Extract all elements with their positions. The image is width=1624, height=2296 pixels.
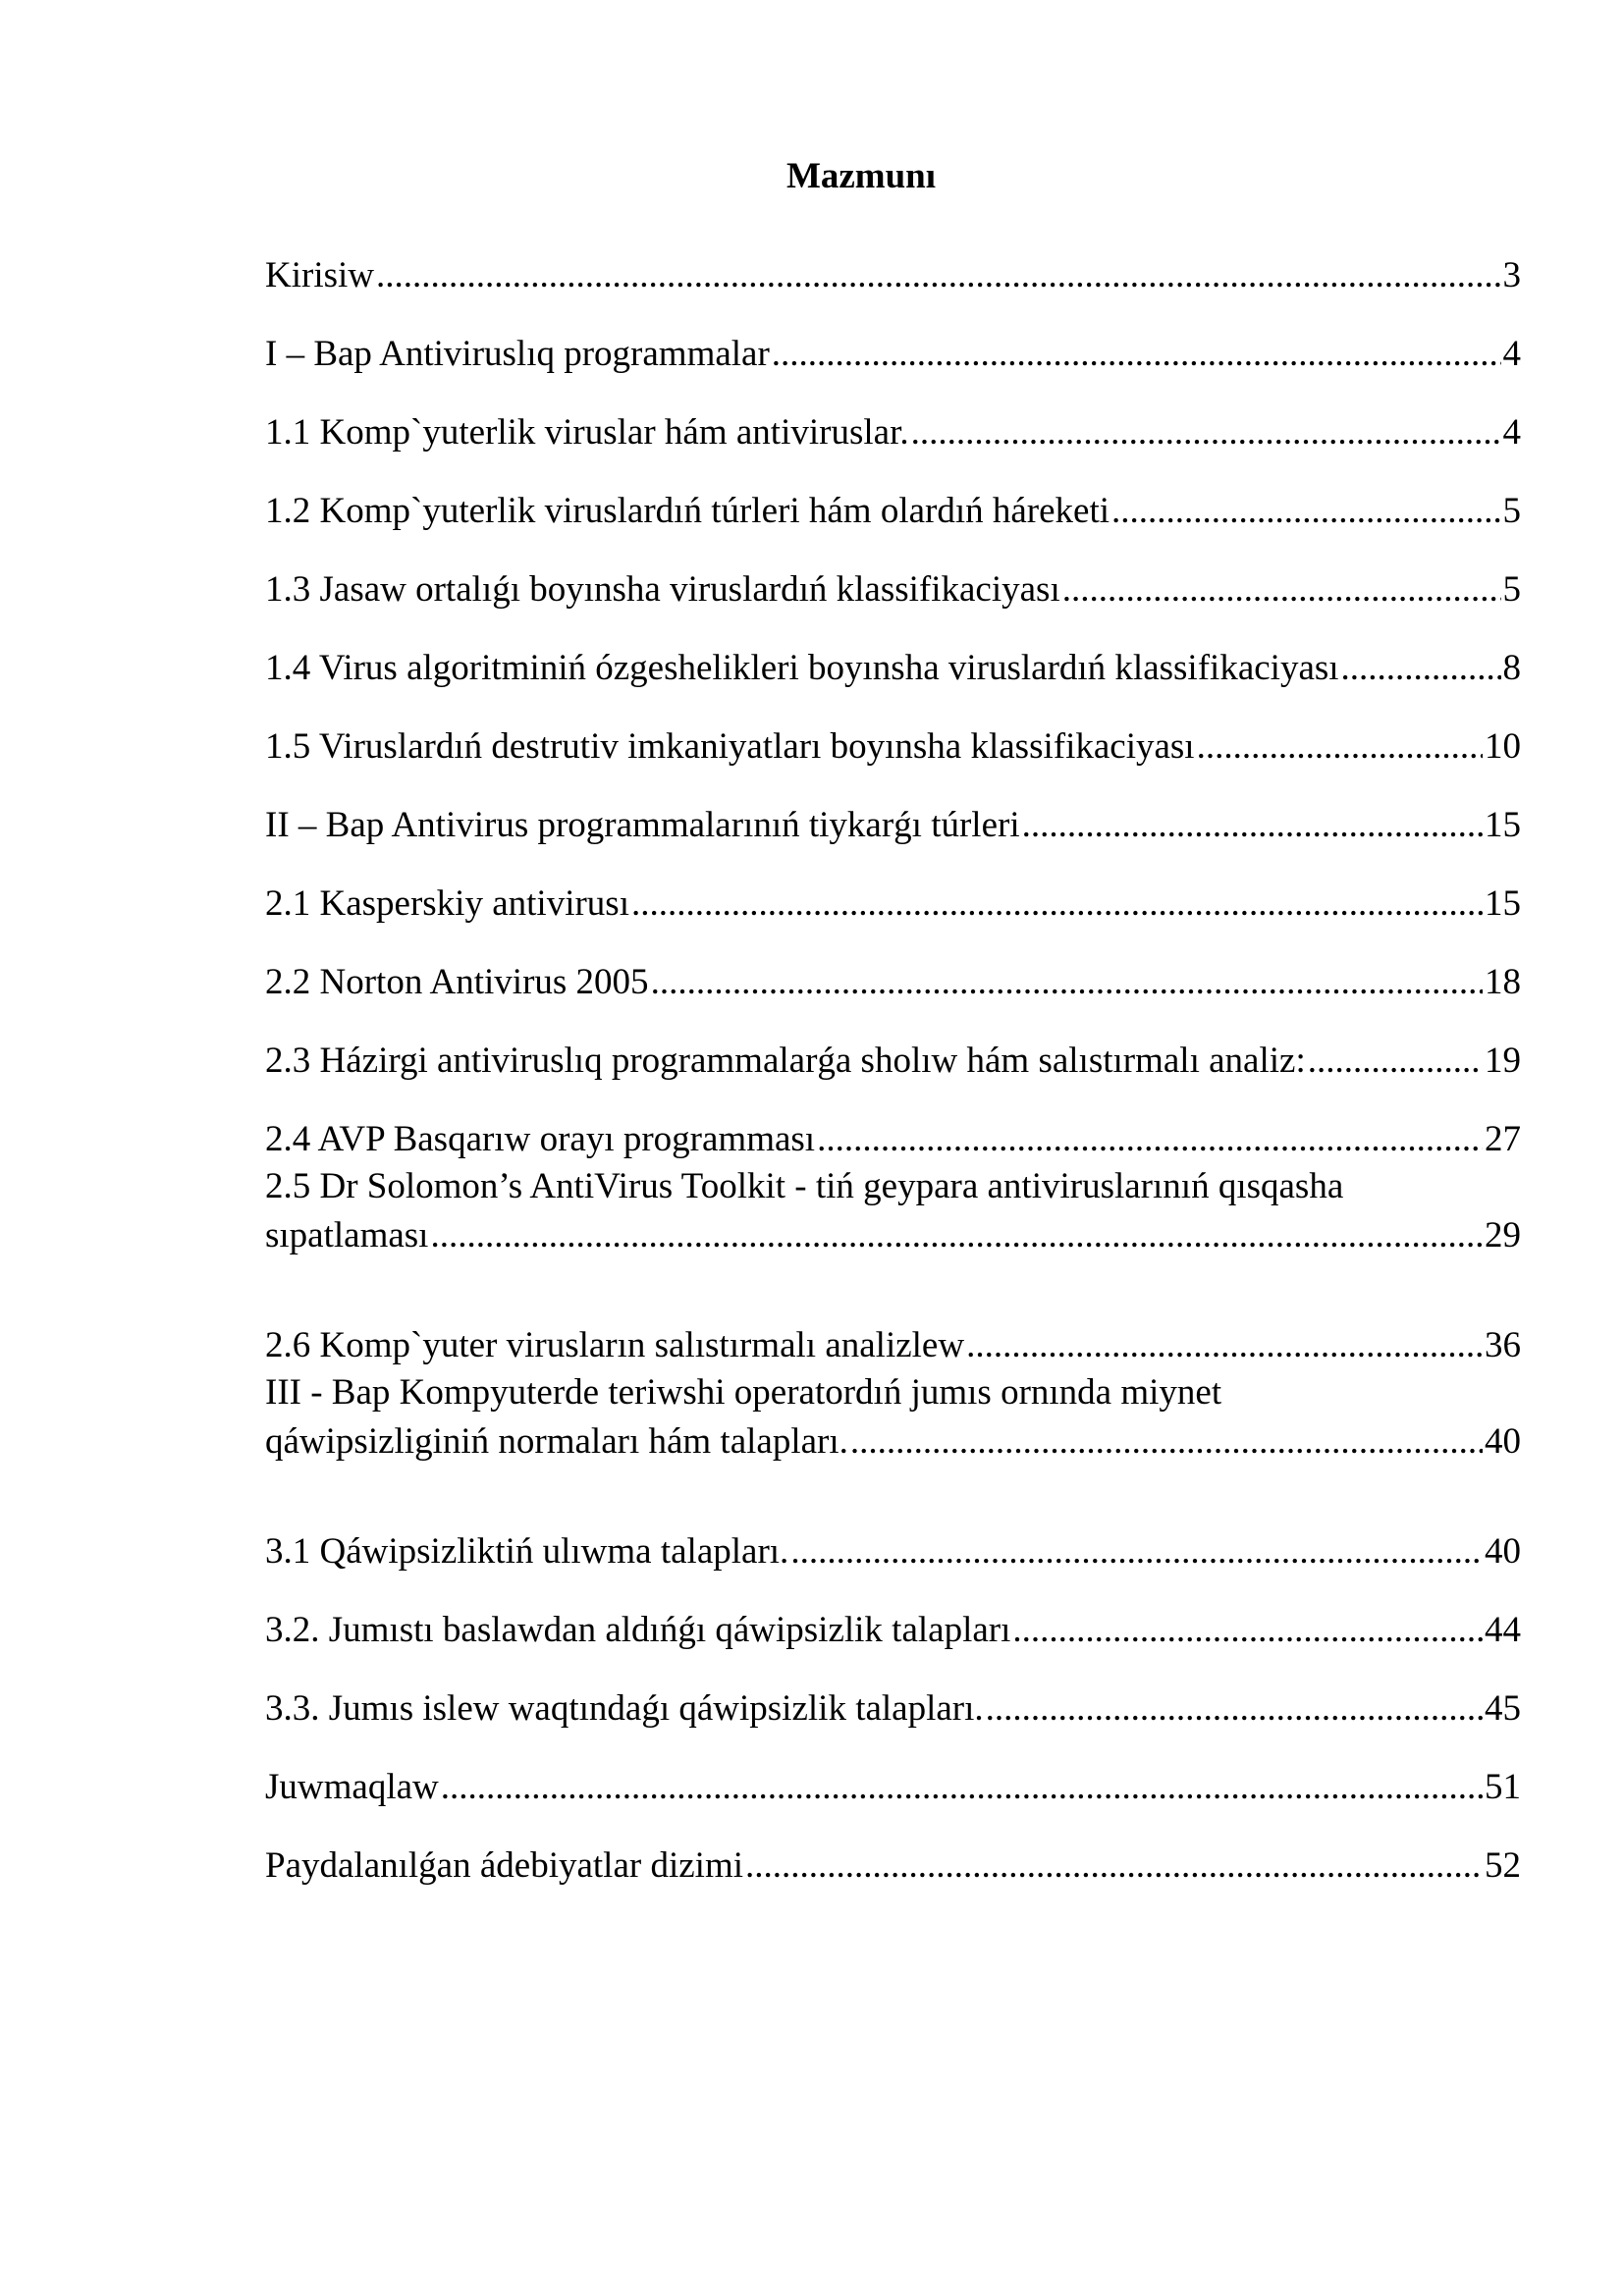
dot-leader — [911, 409, 1501, 456]
dot-leader — [772, 331, 1501, 378]
toc-page-number: 10 — [1485, 726, 1521, 767]
toc-entry-text: Paydalanılǵan ádebiyatlar dizimi — [265, 1845, 743, 1886]
dot-leader — [441, 1764, 1483, 1811]
toc-page-number: 29 — [1485, 1215, 1521, 1255]
toc-entry-text: 3.3. Jumıs islew waqtındaǵı qáwipsizlik talapları. — [265, 1688, 984, 1729]
toc-entry-text: 3.2. Jumıstı baslawdan aldıńǵı qáwipsizlik talapları — [265, 1610, 1011, 1650]
toc-entry-text: 2.1 Kasperskiy antivirusı — [265, 883, 629, 924]
toc-entry-1-3[interactable] — [265, 535, 1521, 614]
dot-leader — [817, 1116, 1483, 1163]
dot-leader — [966, 1322, 1483, 1369]
toc-entry-text: 1.2 Komp`yuterlik viruslardıń túrleri hám olardıń háreketi — [265, 491, 1110, 531]
toc-page-number: 4 — [1502, 412, 1521, 453]
toc-entry-text: 2.6 Komp`yuter virusların salıstırmalı analizlew — [265, 1325, 965, 1365]
toc-entry-1-5[interactable] — [265, 692, 1521, 771]
toc-page-number: 8 — [1502, 648, 1521, 688]
toc-entry-text: 2.3 Házirgi antiviruslıq programmalarǵa sholıw hám salıstırmalı analiz: — [265, 1041, 1306, 1081]
toc-title: Mazmunı — [785, 156, 937, 196]
dot-leader — [986, 1685, 1483, 1733]
toc-page-number: 40 — [1485, 1531, 1521, 1572]
toc-entry-text-line1: 2.5 Dr Solomon’s AntiVirus Toolkit - tiń geypara antiviruslarınıń qısqasha — [265, 1166, 1344, 1206]
toc-page-number: 27 — [1485, 1119, 1521, 1159]
dot-leader — [1341, 645, 1501, 692]
toc-entry-2-1[interactable] — [265, 849, 1521, 928]
toc-entry-text: II – Bap Antivirus programmalarınıń tiykarǵı túrleri — [265, 805, 1020, 845]
toc-entry-text: 2.4 AVP Basqarıw orayı programması — [265, 1119, 816, 1159]
toc-entry-text: qáwipsizliginiń normaları hám talapları. — [265, 1421, 848, 1462]
toc-entry-text: 2.2 Norton Antivirus 2005 — [265, 962, 649, 1002]
toc-entry-conclusion[interactable] — [265, 1733, 1521, 1811]
dot-leader — [1062, 566, 1501, 614]
toc-entry-references[interactable] — [265, 1811, 1521, 1890]
dot-leader — [430, 1212, 1483, 1259]
toc-page-number: 19 — [1485, 1041, 1521, 1081]
toc-page-number: 15 — [1485, 805, 1521, 845]
dot-leader — [1012, 1607, 1483, 1654]
toc-entry-1-1[interactable] — [265, 378, 1521, 456]
table-of-contents — [265, 221, 1521, 1890]
toc-page-number: 40 — [1485, 1421, 1521, 1462]
toc-entry-3-1[interactable] — [265, 1497, 1521, 1575]
dot-leader — [631, 881, 1483, 928]
toc-entry-2-2[interactable] — [265, 928, 1521, 1006]
toc-entry-1-2[interactable] — [265, 456, 1521, 535]
toc-page-number: 18 — [1485, 962, 1521, 1002]
toc-entry-text: I – Bap Antiviruslıq programmalar — [265, 334, 770, 374]
toc-page-number: 51 — [1485, 1767, 1521, 1807]
toc-entry-intro[interactable] — [265, 221, 1521, 299]
toc-page-number: 3 — [1502, 255, 1521, 295]
toc-entry-2-5[interactable] — [265, 1163, 1521, 1291]
dot-leader — [1111, 488, 1500, 535]
dot-leader — [745, 1842, 1483, 1890]
toc-page-number: 45 — [1485, 1688, 1521, 1729]
toc-page-number: 36 — [1485, 1325, 1521, 1365]
toc-entry-text-line1: III - Bap Kompyuterde teriwshi operatordıń jumıs ornında miynet — [265, 1372, 1222, 1413]
dot-leader — [1308, 1038, 1483, 1085]
toc-entry-chapter-2[interactable] — [265, 771, 1521, 849]
toc-entry-text: 3.1 Qáwipsizliktiń ulıwma talapları. — [265, 1531, 789, 1572]
toc-entry-chapter-1[interactable] — [265, 299, 1521, 378]
toc-entry-text: 1.5 Viruslardıń destrutiv imkaniyatları boyınsha klassifikaciyası — [265, 726, 1195, 767]
toc-entry-2-6[interactable] — [265, 1291, 1521, 1369]
dot-leader — [850, 1418, 1483, 1466]
dot-leader — [651, 959, 1483, 1006]
dot-leader — [1022, 802, 1483, 849]
toc-entry-text: sıpatlaması — [265, 1215, 429, 1255]
toc-entry-text: 1.1 Komp`yuterlik viruslar hám antiviruslar. — [265, 412, 909, 453]
toc-page-number: 4 — [1502, 334, 1521, 374]
toc-page-number: 44 — [1485, 1610, 1521, 1650]
toc-entry-2-3[interactable] — [265, 1006, 1521, 1085]
toc-entry-text: Kirisiw — [265, 255, 374, 295]
toc-page-number: 5 — [1502, 569, 1521, 610]
toc-entry-text: Juwmaqlaw — [265, 1767, 439, 1807]
toc-entry-text: 1.3 Jasaw ortalıǵı boyınsha viruslardıń klassifikaciyası — [265, 569, 1060, 610]
toc-entry-2-4[interactable] — [265, 1085, 1521, 1163]
toc-entry-3-3[interactable] — [265, 1654, 1521, 1733]
dot-leader — [376, 252, 1501, 299]
toc-entry-1-4[interactable] — [265, 614, 1521, 692]
toc-entry-text: 1.4 Virus algoritminiń ózgeshelikleri boyınsha viruslardıń klassifikaciyası — [265, 648, 1339, 688]
dot-leader — [1197, 723, 1483, 771]
toc-page-number: 52 — [1485, 1845, 1521, 1886]
dot-leader — [790, 1528, 1483, 1575]
toc-entry-chapter-3[interactable] — [265, 1369, 1521, 1497]
toc-page-number: 5 — [1502, 491, 1521, 531]
toc-entry-3-2[interactable] — [265, 1575, 1521, 1654]
toc-page-number: 15 — [1485, 883, 1521, 924]
